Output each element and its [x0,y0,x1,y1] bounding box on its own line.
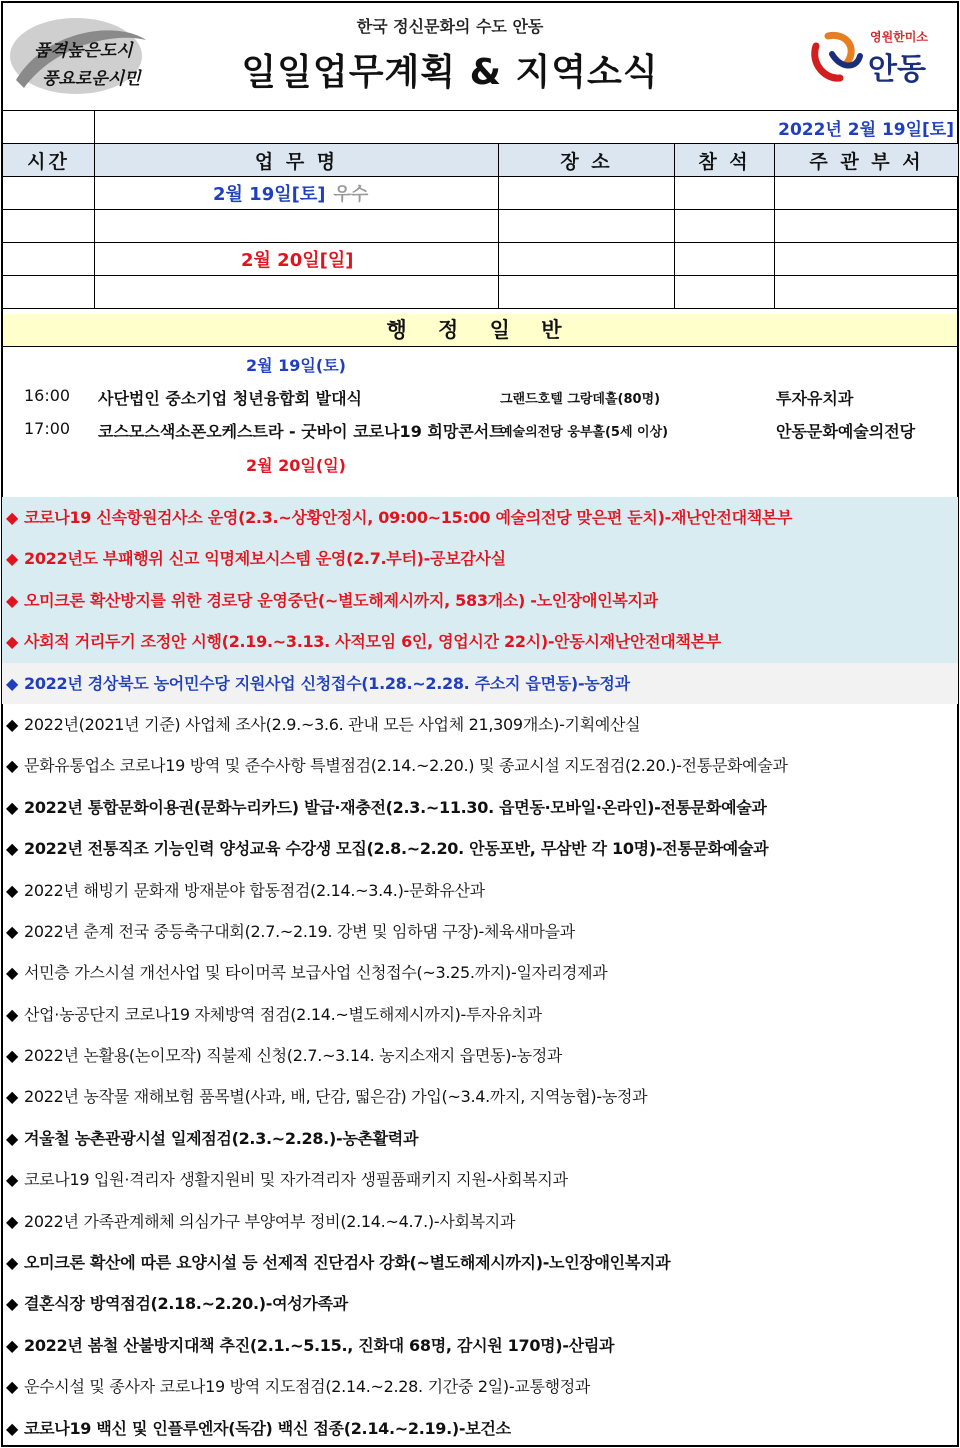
event-time: 17:00 [24,419,71,438]
notice-text: 코로나19 백신 및 인플루엔자(독감) 백신 접종(2.14.~2.19.)-보건소 [24,1418,511,1438]
table-cell [499,177,675,210]
col-time: 시간 [3,144,95,177]
table-cell [499,243,675,276]
notice-text: 겨울철 농촌관광시설 일제점검(2.3.~2.28.)-농촌활력과 [24,1128,419,1148]
table-cell [3,210,95,243]
list-item [2,663,958,704]
notice-text: 코로나19 입원·격리자 생활지원비 및 자가격리자 생필품패키지 지원-사회복지과 [24,1170,568,1190]
notice-text: 2022년 전통직조 기능인력 양성교육 수강생 모집(2.8.~2.20. 안동포반, 무삼반 각 10명)-전통문화예술과 [24,839,769,859]
list-item [2,1118,958,1159]
table-cell [95,276,499,309]
diamond-bullet-icon: ◆ [6,1087,19,1107]
notice-text: 2022년 농작물 재해보험 품목별(사과, 배, 단감, 떫은감) 가입(~3.4.까지, 지역농협)-농정과 [24,1087,648,1107]
event-dept: 투자유치과 [776,389,854,408]
list-item [2,1408,958,1448]
report-date: 2022년 2월 19일[토] [95,111,959,144]
diamond-bullet-icon: ◆ [6,1253,19,1273]
notice-list [2,497,958,1448]
notice-text: 2022년 해빙기 문화재 방재분야 합동점검(2.14.~3.4.)-문화유산과 [24,880,485,900]
list-item [2,828,958,869]
notice-text: 산업·농공단지 코로나19 자체방역 점검(2.14.~별도해제시까지)-투자유치과 [24,1004,542,1024]
andong-smile-icon [806,24,866,84]
admin-date-2: 2월 20일(일) [246,456,346,475]
list-item [2,745,958,786]
list-item [2,1366,958,1407]
diamond-bullet-icon: ◆ [6,1170,19,1190]
header-row [3,144,959,177]
list-item [2,1035,958,1076]
notice-text: 문화유통업소 코로나19 방역 및 준수사항 특별점검(2.14.~2.20.) 및 종교시설 지도점검(2.20.)-전통문화예술과 [24,756,788,776]
notice-text: 2022년 통합문화이용권(문화누리카드) 발급·재충전(2.3.~11.30. 읍면동·모바일·온라인)-전통문화예술과 [24,797,767,817]
list-item [2,911,958,952]
notice-text: 코로나19 신속항원검사소 운영(2.3.~상황안정시, 09:00~15:00 예술의전당 맞은편 둔치)-재난안전대책본부 [24,508,793,527]
diamond-bullet-icon: ◆ [6,839,19,859]
table-cell [775,210,959,243]
list-item [2,1242,958,1283]
logo-tagline: 영원한미소 [870,30,928,44]
event-place: 그랜드호텔 그랑데홀(80명) [500,392,661,407]
notice-text: 2022년 가족관계해체 의심가구 부양여부 정비(2.14.~4.7.)-사회복지과 [24,1211,516,1231]
diamond-bullet-icon: ◆ [6,1128,19,1148]
admin-heading: 행 정 일 반 [2,314,958,347]
list-item [2,1283,958,1324]
schedule-table [2,110,959,309]
table-cell [675,276,775,309]
list-item [2,704,958,745]
admin-date-1: 2월 19일(토) [246,356,346,375]
table-row [3,210,959,243]
diamond-bullet-icon: ◆ [6,1211,19,1231]
page-header [0,0,960,108]
diamond-bullet-icon: ◆ [6,632,19,652]
list-item [2,497,958,538]
diamond-bullet-icon: ◆ [6,1418,19,1438]
notice-text: 2022년 경상북도 농어민수당 지원사업 신청접수(1.28.~2.28. 주소지 읍면동)-농정과 [24,673,630,693]
admin-events [2,347,958,487]
table-cell [95,243,499,276]
table-cell [775,243,959,276]
slogan-line-1: 품격높은도시 [34,41,133,61]
table-row [3,177,959,210]
list-item [2,870,958,911]
event-dept: 안동문화예술의전당 [776,422,916,441]
notice-text: 2022년 논활용(논이모작) 직불제 신청(2.7.~3.14. 농지소재지 읍면동)-농정과 [24,1046,563,1066]
andong-logo [806,22,946,88]
table-cell [95,177,499,210]
diamond-bullet-icon: ◆ [6,880,19,900]
diamond-bullet-icon: ◆ [6,1335,19,1355]
page-title: 일일업무계획 & 지역소식 [241,52,659,93]
logo-name: 안동 [868,52,926,87]
day1-label: 2월 19일[토] [213,184,326,205]
col-dept: 주 관 부 서 [775,144,959,177]
header-subtitle: 한국 정신문화의 수도 안동 [356,17,544,36]
event-name: 코스모스색소폰오케스트라 - 굿바이 코로나19 희망콘서트 [98,422,505,441]
col-place: 장 소 [499,144,675,177]
table-cell [95,210,499,243]
diamond-bullet-icon: ◆ [6,963,19,983]
diamond-bullet-icon: ◆ [6,921,19,941]
notice-text: 2022년 봄철 산불방지대책 추진(2.1.~5.15., 진화대 68명, 감시원 170명)-산림과 [24,1335,615,1355]
list-item [2,1201,958,1242]
diamond-bullet-icon: ◆ [6,549,19,569]
diamond-bullet-icon: ◆ [6,714,19,734]
notice-text: 2022년도 부패행위 신고 익명제보시스템 운영(2.7.부터)-공보감사실 [24,549,506,569]
diamond-bullet-icon: ◆ [6,797,19,817]
table-cell [3,276,95,309]
date-row [3,111,959,144]
event-place: 예술의전당 웅부홀(5세 이상) [500,425,669,440]
notice-text: 오미크론 확산에 따른 요양시설 등 선제적 진단검사 강화(~별도해제시까지)-노인장애인복지과 [24,1253,671,1273]
col-attend: 참 석 [675,144,775,177]
list-item [2,1325,958,1366]
diamond-bullet-icon: ◆ [6,1294,19,1314]
notice-text: 운수시설 및 종사자 코로나19 방역 지도점검(2.14.~2.28. 기간중 2일)-교통행정과 [24,1377,591,1397]
list-item [2,787,958,828]
notice-text: 사회적 거리두기 조정안 시행(2.19.~3.13. 사적모임 6인, 영업시간 22시)-안동시재난안전대책본부 [24,632,721,652]
date-row-empty [3,111,95,144]
slogan-line-2: 풍요로운시민 [42,69,141,89]
table-cell [3,177,95,210]
diamond-bullet-icon: ◆ [6,1377,19,1397]
table-cell [675,210,775,243]
notice-text: 서민층 가스시설 개선사업 및 타이머콕 보급사업 신청접수(~3.25.까지)-일자리경제과 [24,963,608,983]
notice-text: 결혼식장 방역점검(2.18.~2.20.)-여성가족과 [24,1294,348,1314]
list-item [2,580,958,621]
notice-text: 2022년 춘계 전국 중등축구대회(2.7.~2.19. 강변 및 임하댐 구장)-체육새마을과 [24,921,575,941]
list-item [2,994,958,1035]
diamond-bullet-icon: ◆ [6,673,19,693]
diamond-bullet-icon: ◆ [6,508,19,527]
list-item [2,1076,958,1117]
notice-text: 오미크론 확산방지를 위한 경로당 운영중단(~별도해제시까지, 583개소) -노인장애인복지과 [24,590,658,610]
list-item [2,538,958,579]
table-cell [499,276,675,309]
event-name: 사단법인 중소기업 청년융합회 발대식 [98,389,363,408]
col-task: 업 무 명 [95,144,499,177]
table-cell [775,276,959,309]
table-cell [499,210,675,243]
list-item [2,1159,958,1200]
diamond-bullet-icon: ◆ [6,1046,19,1066]
event-row [2,386,958,410]
table-cell [675,177,775,210]
notice-text: 2022년(2021년 기준) 사업체 조사(2.9.~3.6. 관내 모든 사업체 21,309개소)-기획예산실 [24,714,641,734]
event-time: 16:00 [24,386,71,405]
list-item [2,621,958,662]
diamond-bullet-icon: ◆ [6,756,19,776]
day2-label: 2월 20일[일] [241,250,354,271]
event-row [2,419,958,443]
diamond-bullet-icon: ◆ [6,1004,19,1024]
table-row [3,276,959,309]
list-item [2,952,958,993]
table-cell [675,243,775,276]
table-cell [3,243,95,276]
diamond-bullet-icon: ◆ [6,590,19,610]
table-cell [775,177,959,210]
table-row [3,243,959,276]
day1-weather: 우수 [333,184,369,205]
